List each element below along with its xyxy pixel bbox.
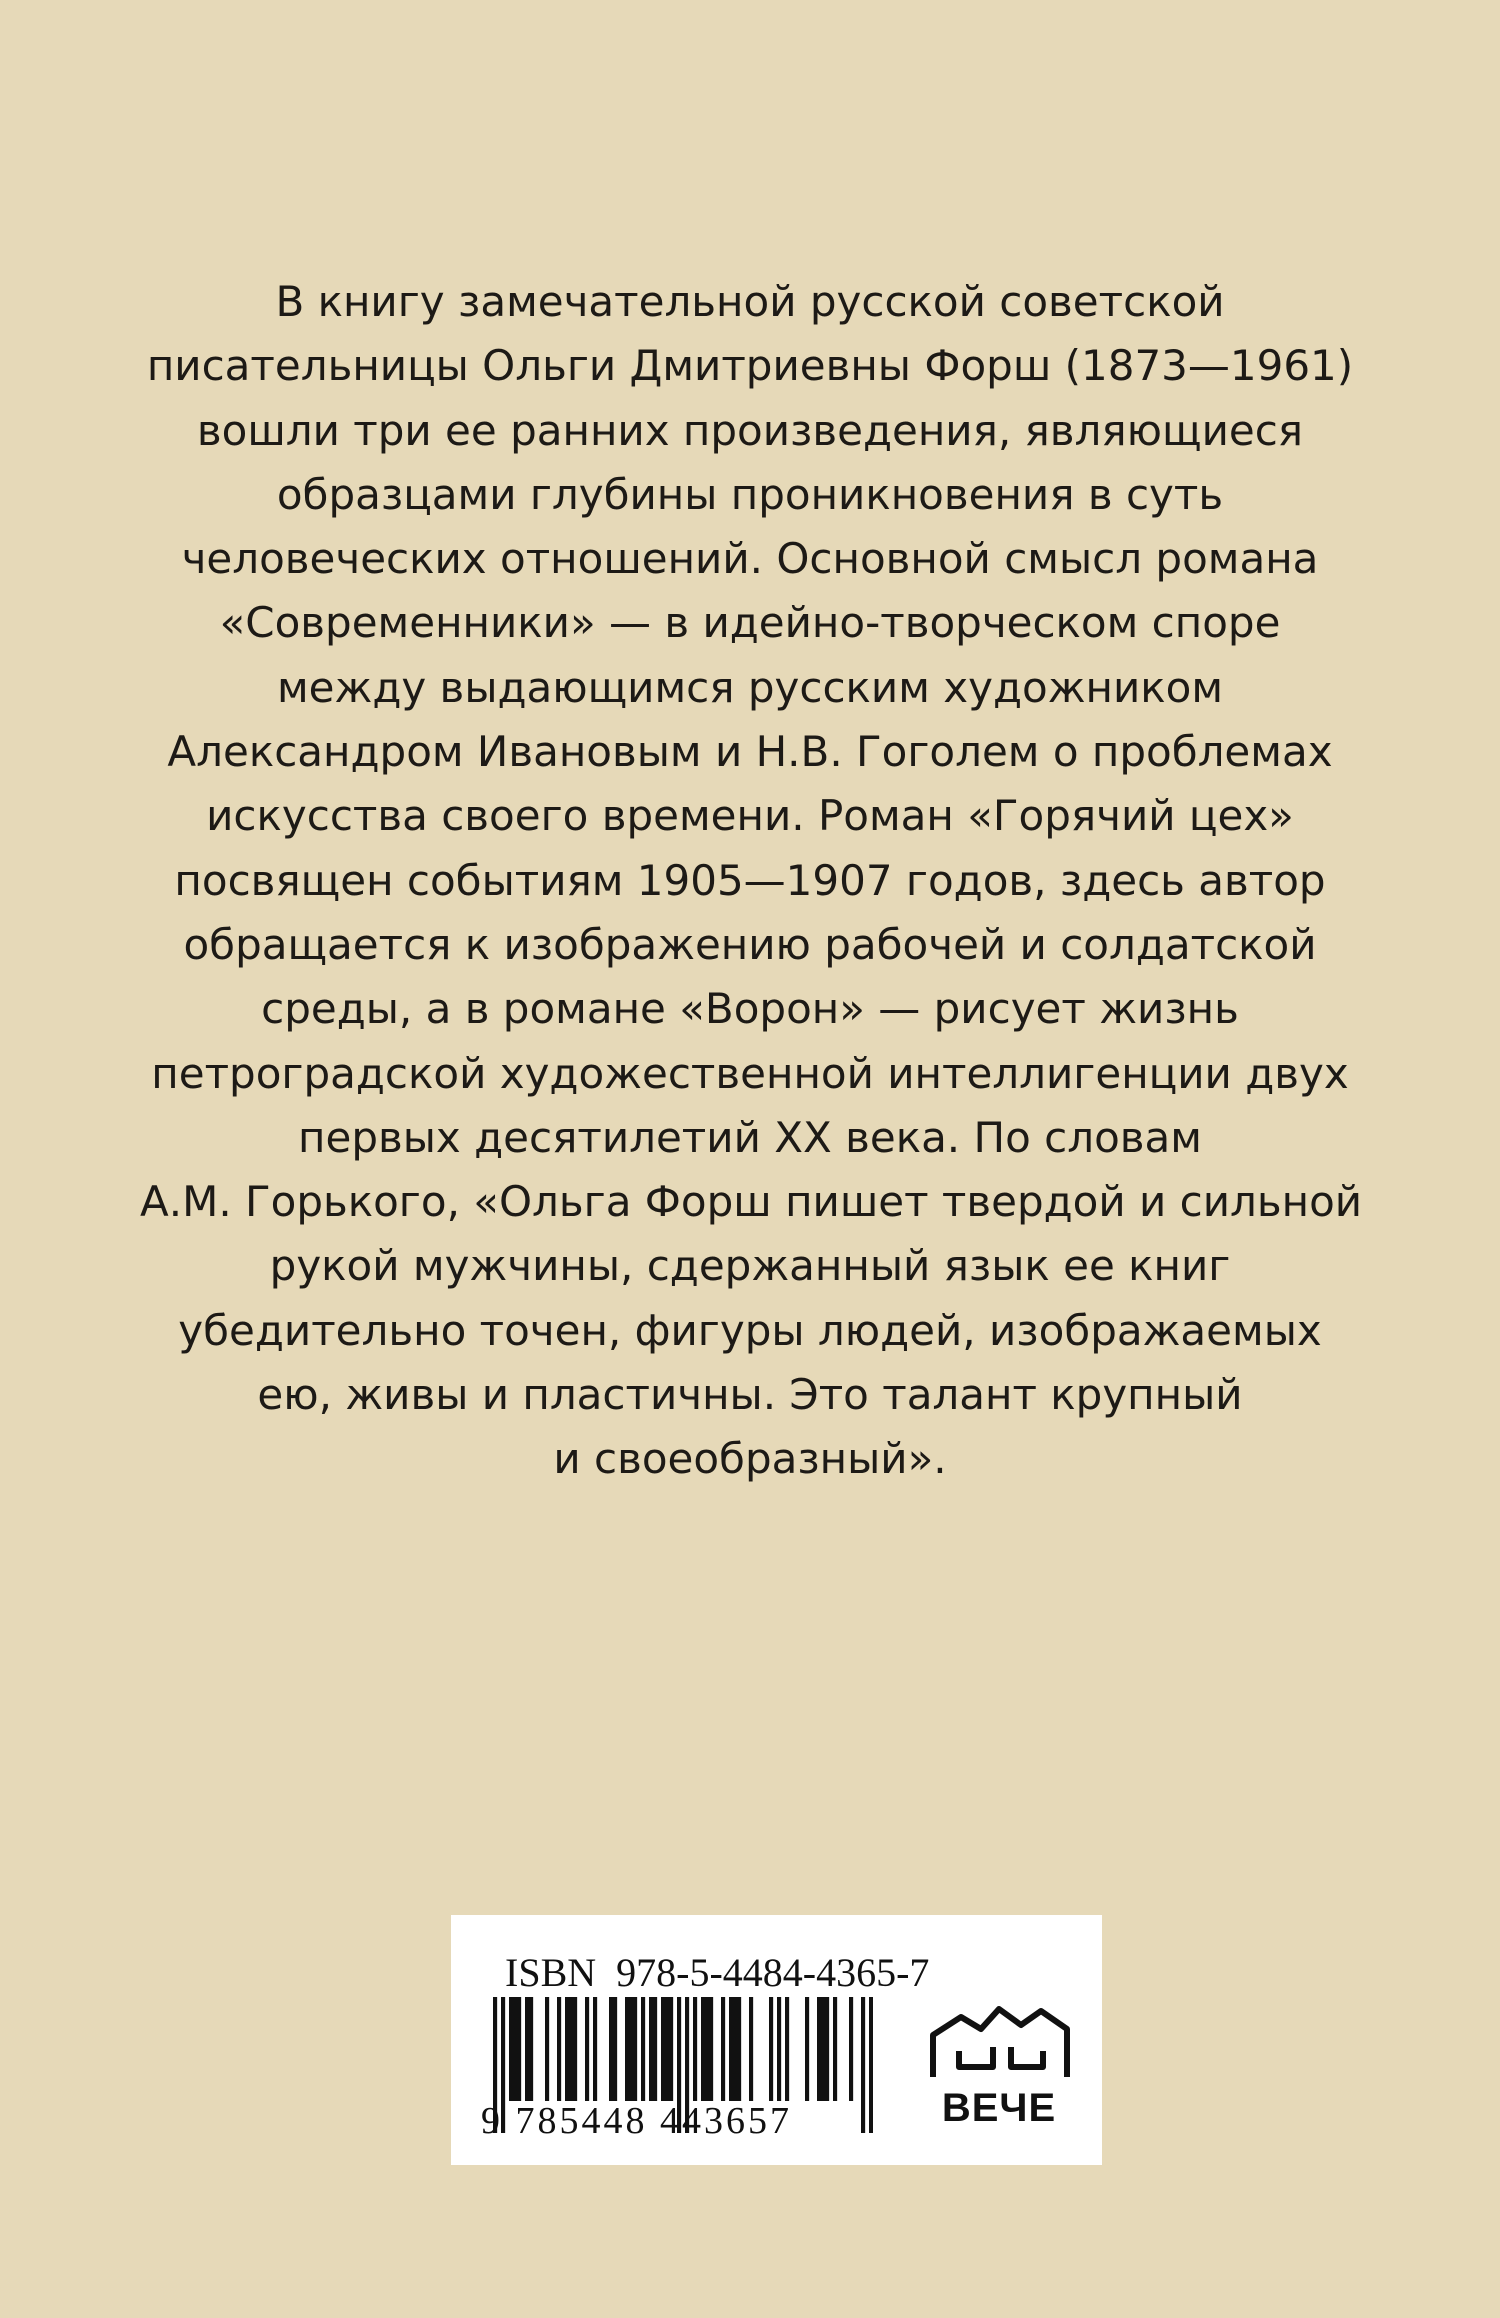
blurb-line: искусства своего времени. Роман «Горячий цех» bbox=[206, 791, 1294, 841]
blurb-line: ею, живы и пластичны. Это талант крупный bbox=[257, 1370, 1243, 1420]
barcode-bar bbox=[729, 1997, 733, 2101]
barcode-bar bbox=[529, 1997, 533, 2101]
barcode-bar bbox=[817, 1997, 821, 2101]
blurb-line: Александром Ивановым и Н.В. Гоголем о проблемах bbox=[167, 727, 1333, 777]
barcode-bar bbox=[705, 1997, 709, 2101]
barcode-bar bbox=[569, 1997, 573, 2101]
blurb-line: среды, а в романе «Ворон» — рисует жизнь bbox=[261, 984, 1239, 1034]
barcode-bar bbox=[557, 1997, 561, 2101]
barcode-bar bbox=[733, 1997, 737, 2101]
barcode-bar bbox=[737, 1997, 741, 2101]
barcode-bar bbox=[825, 1997, 829, 2101]
barcode-bar bbox=[661, 1997, 665, 2101]
barcode-bar bbox=[861, 1997, 865, 2133]
blurb-line: первых десятилетий XX века. По словам bbox=[298, 1112, 1202, 1162]
blurb-line: человеческих отношений. Основной смысл романа bbox=[181, 534, 1319, 584]
publisher-logo bbox=[919, 1995, 1079, 2135]
barcode-bar bbox=[653, 1997, 657, 2101]
barcode-bar bbox=[573, 1997, 577, 2101]
barcode-bar bbox=[769, 1997, 773, 2101]
blurb-line: обращается к изображению рабочей и солдатской bbox=[183, 919, 1317, 969]
blurb-line: посвящен событиям 1905—1907 годов, здесь автор bbox=[174, 855, 1326, 905]
barcode-bar bbox=[693, 1997, 697, 2101]
barcode-panel bbox=[451, 1915, 1102, 2165]
barcode-bar bbox=[593, 1997, 597, 2101]
ean-digits: 9 785448 443657 bbox=[481, 2100, 792, 2142]
barcode-bar bbox=[625, 1997, 629, 2101]
barcode-bar bbox=[513, 1997, 517, 2101]
barcode-bar bbox=[629, 1997, 633, 2101]
barcode-bar bbox=[777, 1997, 781, 2101]
blurb-line: В книгу замечательной русской советской bbox=[275, 277, 1225, 326]
barcode-bar bbox=[609, 1997, 613, 2101]
barcode-bar bbox=[585, 1997, 589, 2101]
barcode-bar bbox=[613, 1997, 617, 2101]
logo-roof-icon bbox=[933, 2009, 1067, 2057]
blurb-line: «Современники» — в идейно-творческом споре bbox=[219, 598, 1281, 648]
logo-text: ВЕЧЕ bbox=[941, 2086, 1057, 2130]
barcode-bar bbox=[709, 1997, 713, 2101]
blurb-line: между выдающимся русским художником bbox=[276, 662, 1224, 712]
blurb-line: образцами глубины проникновения в суть bbox=[276, 469, 1224, 519]
barcode-bar bbox=[701, 1997, 705, 2101]
barcode-bar bbox=[545, 1997, 549, 2101]
blurb-line: рукой мужчины, сдержанный язык ее книг bbox=[269, 1241, 1231, 1291]
barcode-bar bbox=[785, 1997, 789, 2101]
barcode-bar bbox=[565, 1997, 569, 2101]
blurb-line: писательницы Ольги Дмитриевны Форш (1873—1961) bbox=[146, 341, 1354, 391]
cover-blurb bbox=[140, 270, 1363, 1492]
barcode-bar bbox=[649, 1997, 653, 2101]
barcode-bar bbox=[641, 1997, 645, 2101]
blurb-line: и своеобразный». bbox=[553, 1434, 947, 1484]
barcode-bar bbox=[633, 1997, 637, 2101]
barcode-bar bbox=[749, 1997, 753, 2101]
blurb-line: вошли три ее ранних произведения, являющиеся bbox=[196, 405, 1304, 455]
barcode-bar bbox=[833, 1997, 837, 2101]
barcode-bar bbox=[517, 1997, 521, 2101]
barcode-bar bbox=[665, 1997, 669, 2101]
isbn-label: ISBN 978-5-4484-4365-7 bbox=[505, 1950, 930, 1995]
barcode-bar bbox=[821, 1997, 825, 2101]
barcode-bar bbox=[509, 1997, 513, 2101]
barcode-bar bbox=[525, 1997, 529, 2101]
barcode-bar bbox=[669, 1997, 673, 2101]
barcode-bar bbox=[721, 1997, 725, 2101]
logo-wall-icon bbox=[933, 2047, 1067, 2077]
barcode-bar bbox=[849, 1997, 853, 2101]
barcode-bar bbox=[805, 1997, 809, 2101]
blurb-line: убедительно точен, фигуры людей, изображаемых bbox=[178, 1305, 1322, 1355]
blurb-line: А.М. Горького, «Ольга Форш пишет твердой и сильной bbox=[140, 1177, 1363, 1227]
blurb-line: петроградской художественной интеллигенции двух bbox=[151, 1048, 1349, 1098]
barcode-bar bbox=[869, 1997, 873, 2133]
